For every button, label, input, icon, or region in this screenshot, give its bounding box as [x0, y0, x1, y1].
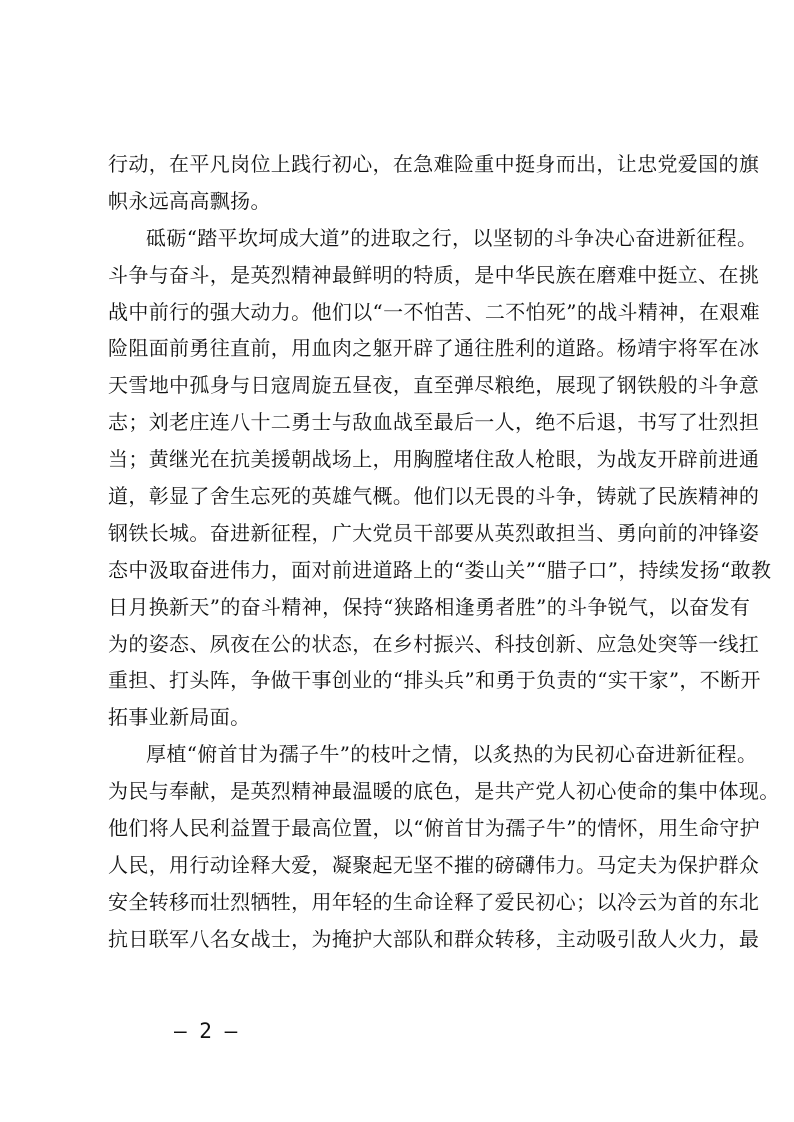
text-line: 抗日联军八名女战士，为掩护大部队和群众转移，主动吸引敌人火力，最: [108, 926, 760, 951]
text-line: 钢铁长城。奋进新征程，广大党员干部要从英烈敢担当、勇向前的冲锋姿: [108, 520, 760, 545]
text-line: 行动，在平凡岗位上践行初心，在急难险重中挺身而出，让忠党爱国的旗: [108, 152, 760, 176]
text-line: 战中前行的强大动力。他们以“一不怕苦、二不怕死”的战斗精神，在艰难: [108, 299, 760, 324]
text-line: 志；刘老庄连八十二勇士与敌血战至最后一人，绝不后退，书写了壮烈担: [108, 410, 760, 435]
text-line: 斗争与奋斗，是英烈精神最鲜明的特质，是中华民族在磨难中挺立、在挑: [108, 262, 760, 287]
paragraph-first-line: 砥砺“踏平坎坷成大道”的进取之行，以坚韧的斗争决心奋进新征程。: [146, 225, 758, 250]
text-line: 日月换新天”的奋斗精神，保持“狭路相逢勇者胜”的斗争锐气，以奋发有: [108, 594, 751, 619]
text-line: 当；黄继光在抗美援朝战场上，用胸膛堵住敌人枪眼，为战友开辟前进通: [108, 447, 760, 472]
text-line: 险阻面前勇往直前，用血肉之躯开辟了通往胜利的道路。杨靖宇将军在冰: [108, 336, 760, 361]
text-line: 人民，用行动诠释大爱，凝聚起无坚不摧的磅礴伟力。马定夫为保护群众: [108, 852, 760, 877]
text-line: 安全转移而壮烈牺牲，用年轻的生命诠释了爱民初心；以冷云为首的东北: [108, 889, 760, 914]
text-line: 天雪地中孤身与日寇周旋五昼夜，直至弹尽粮绝，展现了钢铁般的斗争意: [108, 373, 760, 398]
document-body: [108, 146, 780, 958]
text-line: 他们将人民利益置于最高位置，以“俯首甘为孺子牛”的情怀，用生命守护: [108, 816, 760, 841]
text-line: 帜永远高高飘扬。: [108, 188, 271, 213]
page-number: — 2 —: [174, 1019, 238, 1043]
text-line: 为的姿态、夙夜在公的状态，在乡村振兴、科技创新、应急处突等一线扛: [108, 631, 760, 656]
text-line: 拓事业新局面。: [108, 705, 251, 730]
text-line: 为民与奉献，是英烈精神最温暖的底色，是共产党人初心使命的集中体现。: [108, 779, 780, 804]
text-line: 态中汲取奋进伟力，面对前进道路上的“娄山关”“腊子口”，持续发扬“敢教: [108, 557, 772, 582]
paragraph-first-line: 厚植“俯首甘为孺子牛”的枝叶之情，以炙热的为民初心奋进新征程。: [146, 742, 758, 767]
text-line: 道，彰显了舍生忘死的英雄气概。他们以无畏的斗争，铸就了民族精神的: [108, 484, 760, 509]
text-line: 重担、打头阵，争做干事创业的“排头兵”和勇于负责的“实干家”，不断开: [108, 668, 761, 693]
